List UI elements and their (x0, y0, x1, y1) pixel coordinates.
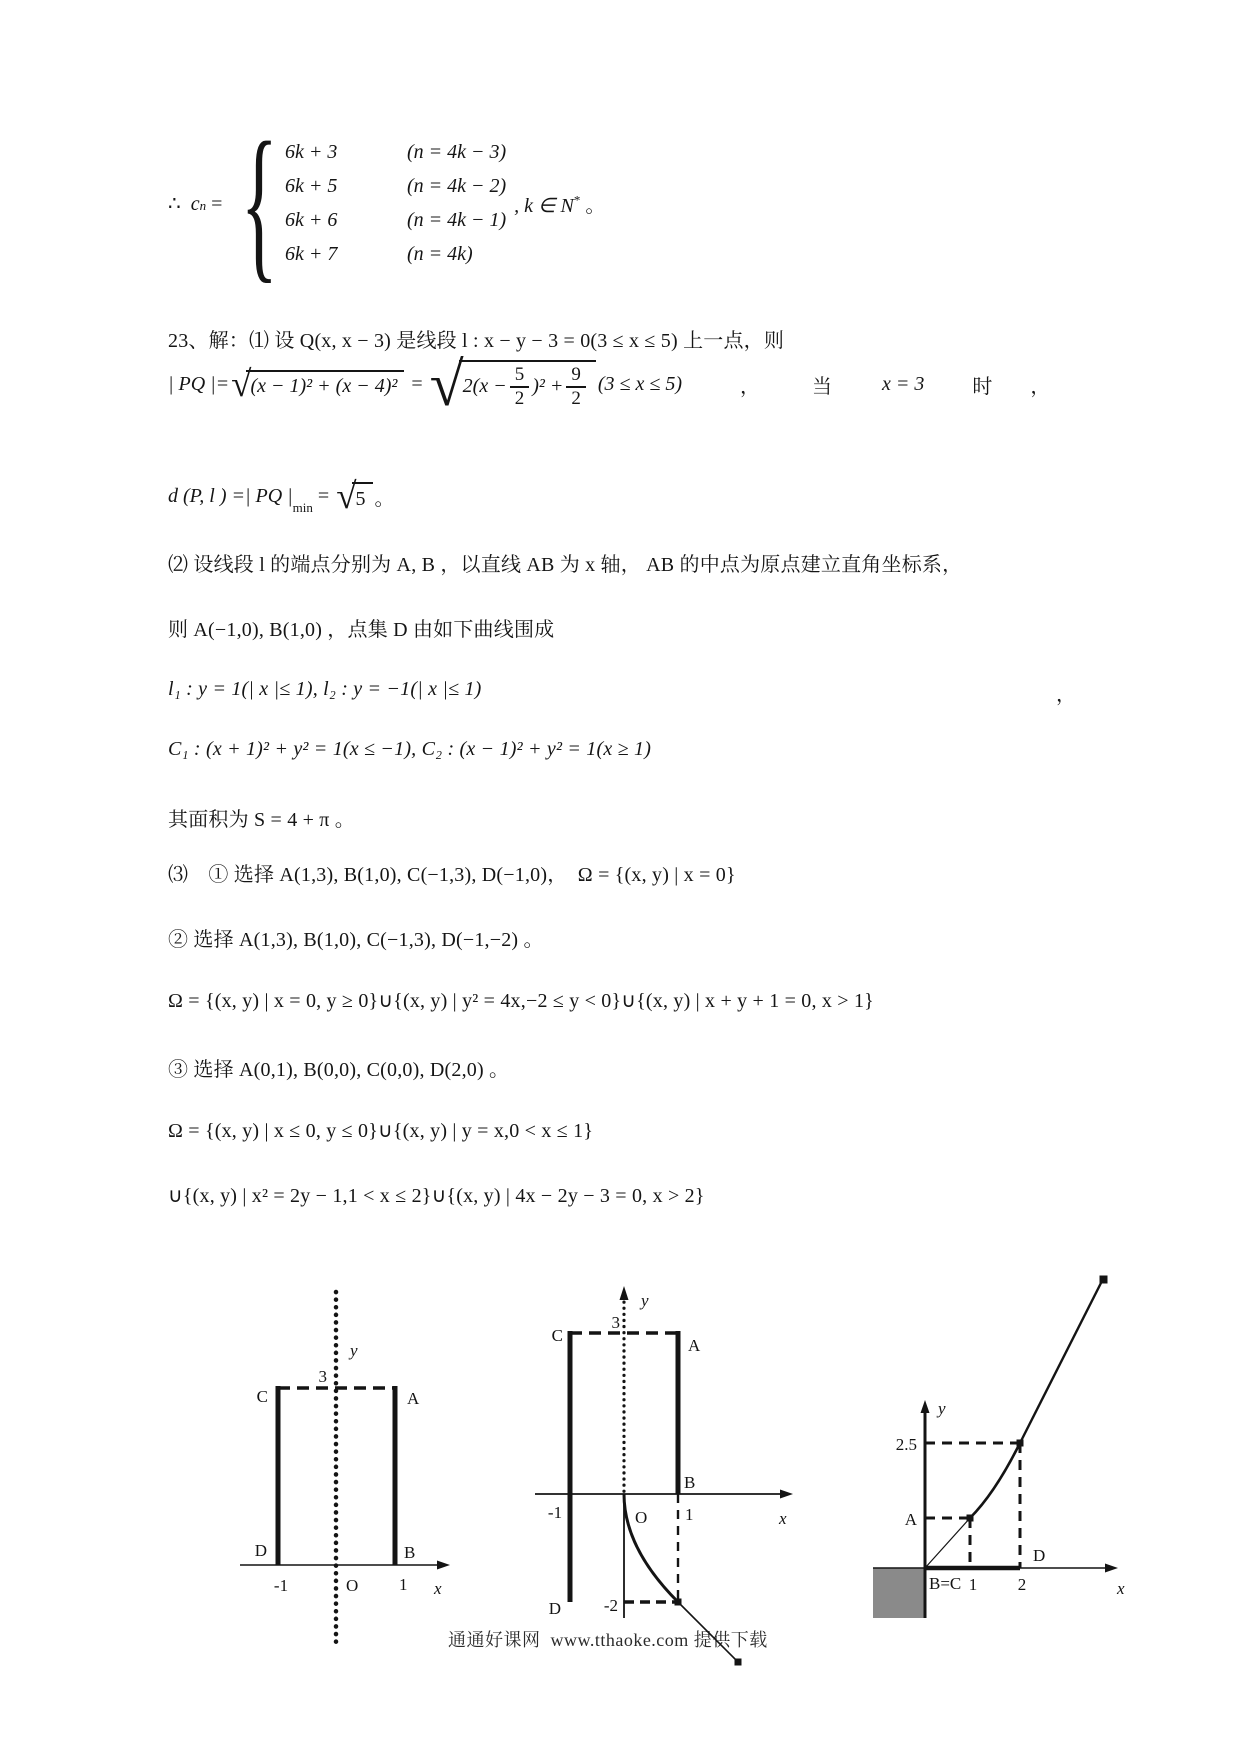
pq-domain: (3 ≤ x ≤ 5) (597, 372, 683, 395)
fig1-tick-1: 1 (399, 1575, 408, 1594)
case-condition: (n = 4k) (406, 243, 473, 265)
cases-tail-end: 。 (580, 194, 606, 217)
radical-sign: √ (429, 350, 464, 419)
footer-watermark: 通通好课网 www.tthaoke.com 提供下载 (448, 1630, 768, 1650)
pq-shi: 时 (972, 375, 993, 398)
figure-1 (215, 1278, 455, 1673)
fig3-tick-2-5: 2.5 (895, 1435, 917, 1454)
therefore-symbol: ∴ (168, 192, 191, 215)
fig1-point-D: D (254, 1541, 267, 1560)
pq-condition: x = 3 (882, 372, 925, 395)
fig3-line-4x-2y-3 (1020, 1279, 1103, 1443)
cases-equals: = (206, 192, 223, 215)
fig1-point-C: C (256, 1387, 268, 1406)
dpl-end: 。 (374, 488, 395, 511)
fig2-origin-label: O (635, 1508, 648, 1527)
fig3-diagonal-y-equals-x (925, 1518, 970, 1568)
left-brace: { (241, 108, 279, 298)
dpl-equals: = (312, 485, 335, 508)
case-condition: (n = 4k − 2) (406, 175, 507, 197)
fig2-y-axis-arrow (620, 1286, 629, 1300)
fig1-y-label: y (350, 1341, 358, 1360)
fig2-x-axis-arrow (780, 1490, 793, 1499)
math-line-l1-l2: l₁ : y = 1(| x |≤ 1), l₂ : y = −1(| x |≤ 1) (168, 678, 482, 700)
fig2-x-label: x (779, 1509, 787, 1528)
pq-comma-1: ， (740, 375, 761, 398)
math-line-part2-intro: ⑵ 设线段 l 的端点分别为 A, B ，以直线 AB 为 x 轴， AB 的中点为原点建立直角坐标系， (168, 554, 963, 576)
fig3-y-axis-arrow (921, 1400, 930, 1413)
fraction-numerator: 9 (566, 365, 586, 388)
radical-3-content: 5 (352, 482, 373, 512)
fig3-point-A: A (904, 1510, 917, 1529)
pq-distance-formula (168, 350, 1051, 419)
fraction-9-2 (566, 365, 586, 409)
fig2-point-B: B (684, 1473, 696, 1492)
fig3-point-marker-1-1 (967, 1515, 974, 1522)
math-line-l1-l2-comma: ， (1056, 684, 1077, 706)
cases-tail-text: , k ∈ N (514, 194, 574, 217)
math-line-omega3-cont: ∪{(x, y) | x² = 2y − 1,1 < x ≤ 2}∪{(x, y) | 4x − 2y − 3 = 0, x > 2} (168, 1185, 705, 1207)
math-line-omega2: Ω = {(x, y) | x = 0, y ≥ 0}∪{(x, y) | y² = 4x,−2 ≤ y < 0}∪{(x, y) | x + y + 1 = 0, x > 1} (168, 990, 874, 1012)
fig3-point-marker-2-2-5 (1017, 1440, 1024, 1447)
math-line-part3-choice2: ② 选择 A(1,3), B(1,0), C(−1,3), D(−1,−2) 。 (168, 929, 544, 951)
math-line-c1-c2: C₁ : (x + 1)² + y² = 1(x ≤ −1), C₂ : (x − 1)² + y² = 1(x ≥ 1) (168, 738, 652, 760)
fig2-line-end-marker (735, 1659, 742, 1666)
math-line-part2-points: 则 A(−1,0), B(1,0) ，点集 D 由如下曲线围成 (168, 619, 555, 641)
case-value: 6k + 3 (284, 141, 338, 163)
rad2-pre: 2(x − (462, 375, 507, 398)
cases-variable: c (190, 192, 200, 215)
radical-sign: √ (231, 363, 252, 405)
fig1-x-label: x (434, 1579, 442, 1598)
fig2-tick-1: 1 (685, 1505, 694, 1524)
fraction-denominator: 2 (571, 387, 581, 409)
math-line-part3-choice1: ⑶ ① 选择 A(1,3), B(1,0), C(−1,3), D(−1,0)， Ω = {(x, y) | x = 0} (168, 864, 736, 886)
case-rows (285, 135, 506, 271)
case-value: 6k + 5 (284, 175, 338, 197)
fig2-tick-neg2: -2 (603, 1596, 618, 1615)
fig2-point-A: A (688, 1336, 701, 1355)
case-condition: (n = 4k − 3) (406, 141, 507, 163)
fig1-point-B: B (404, 1543, 416, 1562)
dpl-prefix: d (P, l ) =| PQ | (168, 485, 293, 508)
fig1-tick-3: 3 (318, 1367, 327, 1386)
radical-2 (429, 350, 596, 419)
fig2-parabola-curve (624, 1494, 678, 1602)
cases-tail (514, 189, 605, 218)
rad2-mid: )² + (532, 375, 564, 398)
cases-tail-sup: * (573, 191, 581, 207)
cases-lead (168, 191, 222, 216)
fig3-y-label: y (938, 1399, 946, 1418)
pq-when: 当 (812, 375, 833, 398)
case-value: 6k + 6 (284, 209, 338, 231)
cases-variable-sub: n (199, 197, 207, 213)
fig2-tick-neg1: -1 (547, 1503, 563, 1522)
fig3-line-end-marker (1100, 1276, 1108, 1284)
radical-sign: √ (336, 476, 357, 517)
radical-1 (231, 363, 404, 405)
figure-2 (525, 1278, 805, 1678)
math-line-part3-choice3: ③ 选择 A(0,1), B(0,0), C(0,0), D(2,0) 。 (168, 1059, 510, 1081)
fig3-x-label: x (1117, 1579, 1125, 1598)
fig3-tick-2: 2 (1017, 1575, 1027, 1594)
figure-3 (845, 1268, 1140, 1638)
fig2-point-C: C (551, 1326, 563, 1345)
math-line-omega3: Ω = {(x, y) | x ≤ 0, y ≤ 0}∪{(x, y) | y = x,0 < x ≤ 1} (168, 1120, 594, 1142)
fraction-5-2 (510, 365, 530, 409)
fig3-shaded-quadrant (873, 1568, 925, 1618)
fig1-origin-label: O (346, 1576, 359, 1595)
pq-equals: = (406, 372, 428, 395)
fraction-denominator: 2 (514, 387, 525, 409)
fig1-x-axis-arrow (437, 1561, 450, 1570)
fig1-point-A: A (407, 1389, 420, 1408)
case-value: 6k + 7 (284, 243, 338, 265)
case-condition: (n = 4k − 1) (406, 209, 507, 231)
radical-3 (336, 476, 372, 517)
dpl-subscript: min (292, 499, 313, 515)
dpl-formula (168, 476, 395, 517)
fig2-line-x-plus-y-plus-1 (678, 1602, 738, 1662)
fig1-tick-neg1: -1 (273, 1576, 289, 1595)
radical-1-content: (x − 1)² + (x − 4)² (246, 370, 404, 400)
math-line-sol23-intro: 23、解：⑴ 设 Q(x, x − 3) 是线段 l : x − y − 3 = 0(3 ≤ x ≤ 5) 上一点，则 (168, 330, 785, 352)
fig2-y-label: y (641, 1291, 649, 1310)
fig3-label-B-equals-C: B=C (929, 1574, 962, 1593)
fig3-parabola-curve (970, 1443, 1020, 1518)
pq-comma-2: ， (1030, 375, 1051, 398)
radical-2-content (459, 360, 596, 409)
fig3-point-D: D (1033, 1546, 1046, 1565)
cases-formula (168, 108, 606, 298)
fig2-tick-3: 3 (611, 1313, 620, 1332)
fig2-point-D: D (548, 1599, 561, 1618)
fraction-numerator: 5 (510, 365, 530, 388)
pq-lhs: | PQ |= (168, 372, 230, 395)
math-line-area: 其面积为 S = 4 + π 。 (168, 809, 355, 831)
fig3-x-axis-arrow (1105, 1564, 1118, 1573)
fig3-tick-1: 1 (968, 1575, 978, 1594)
